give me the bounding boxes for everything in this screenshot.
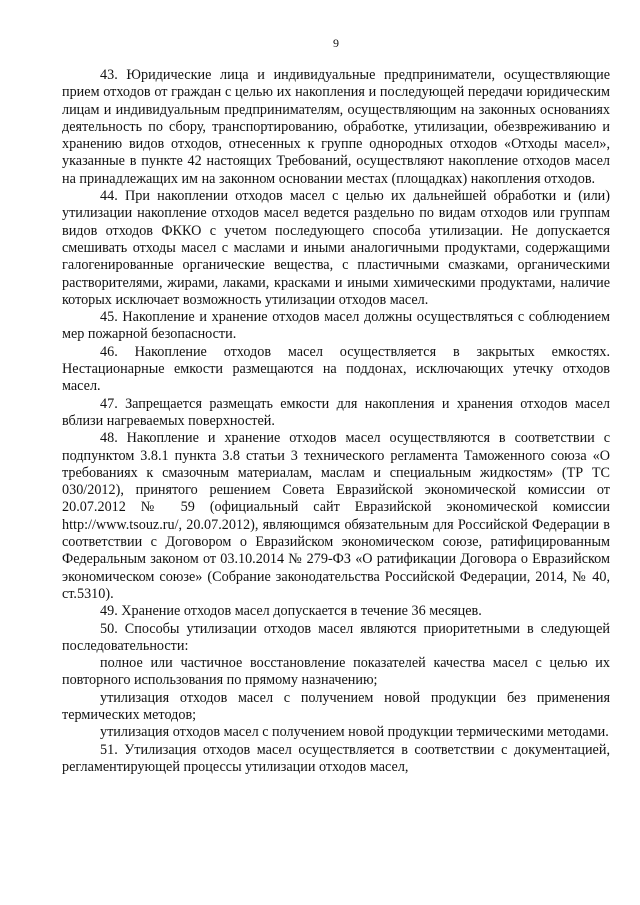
paragraph-47: 47. Запрещается размещать емкости для накопления и хранения отходов масел вблизи нагреваемых поверхностей. (62, 395, 610, 429)
paragraph-50-item-1: полное или частичное восстановление показателей качества масел с целью их повторного использования по прямому назначению; (62, 655, 610, 689)
paragraph-50-item-2: утилизация отходов масел с получением новой продукции без применения термических методов; (62, 689, 610, 723)
paragraph-50-item-3: утилизация отходов масел с получением новой продукции термическими методами. (100, 724, 609, 741)
document-body (62, 67, 610, 776)
paragraph-45: 45. Накопление и хранение отходов масел должны осуществляться с соблюдением мер пожарной безопасности. (62, 309, 610, 343)
page-number: 9 (333, 36, 339, 50)
paragraph-50: 50. Способы утилизации отходов масел являются приоритетными в следующей последовательности: (62, 620, 610, 654)
paragraph-48: 48. Накопление и хранение отходов масел осуществляются в соответствии с подпунктом 3.8.1 пункта 3.8 статьи 3 технического регламента Таможенного союза «О требованиях к смазочным материалам, маслам и специальным жидкостям» (ТР ТС 030/2012), принятого решением Совета Евразийской экономической комиссии от 20.07.2012 № 59 (официальный сайт Евразийской экономической комиссии http://www.tsouz.ru/, 20.07.2012), являющимся обязательным для Российской Федерации в соответствии с Договором о Евразийском экономическом союзе, ратифицированным Федеральным законом от 03.10.2014 № 279-ФЗ «О ратификации Договора о Евразийском экономическом союзе» (Собрание законодательства Российской Федерации, 2014, № 40, ст.5310). (62, 430, 610, 602)
paragraph-46: 46. Накопление отходов масел осуществляется в закрытых емкостях. Нестационарные емкости размещаются на поддонах, исключающих утечку отходов масел. (62, 343, 610, 395)
paragraph-51: 51. Утилизация отходов масел осуществляется в соответствии с документацией, регламентирующей процессы утилизации отходов масел, (62, 741, 610, 775)
paragraph-44: 44. При накоплении отходов масел с целью их дальнейшей обработки и (или) утилизации накопление отходов масел ведется раздельно по видам отходов или группам видов отходов ФККО с учетом последующего способа утилизации. Не допускается смешивать отходы масел с маслами и иными аналогичными продуктами, содержащими галогенированные органические вещества, с пластичными смазками, органическими растворителями, жирами, лаками, красками и иными химическими продуктами, наличие которых исключает возможность утилизации отходов масел. (62, 188, 610, 308)
paragraph-49: 49. Хранение отходов масел допускается в течение 36 месяцев. (100, 603, 482, 620)
paragraph-43: 43. Юридические лица и индивидуальные предприниматели, осуществляющие прием отходов от граждан с целью их накопления и последующей передачи юридическим лицам и индивидуальным предпринимателям, осуществляющим на законных основаниях деятельность по сбору, транспортированию, обработке, утилизации, обезвреживанию и хранению видов отходов, отнесенных к группе однородных отходов «Отходы масел», указанные в пункте 42 настоящих Требований, осуществляют накопление отходов масел на принадлежащих им на законном основании местах (площадках) накопления отходов. (62, 67, 610, 187)
